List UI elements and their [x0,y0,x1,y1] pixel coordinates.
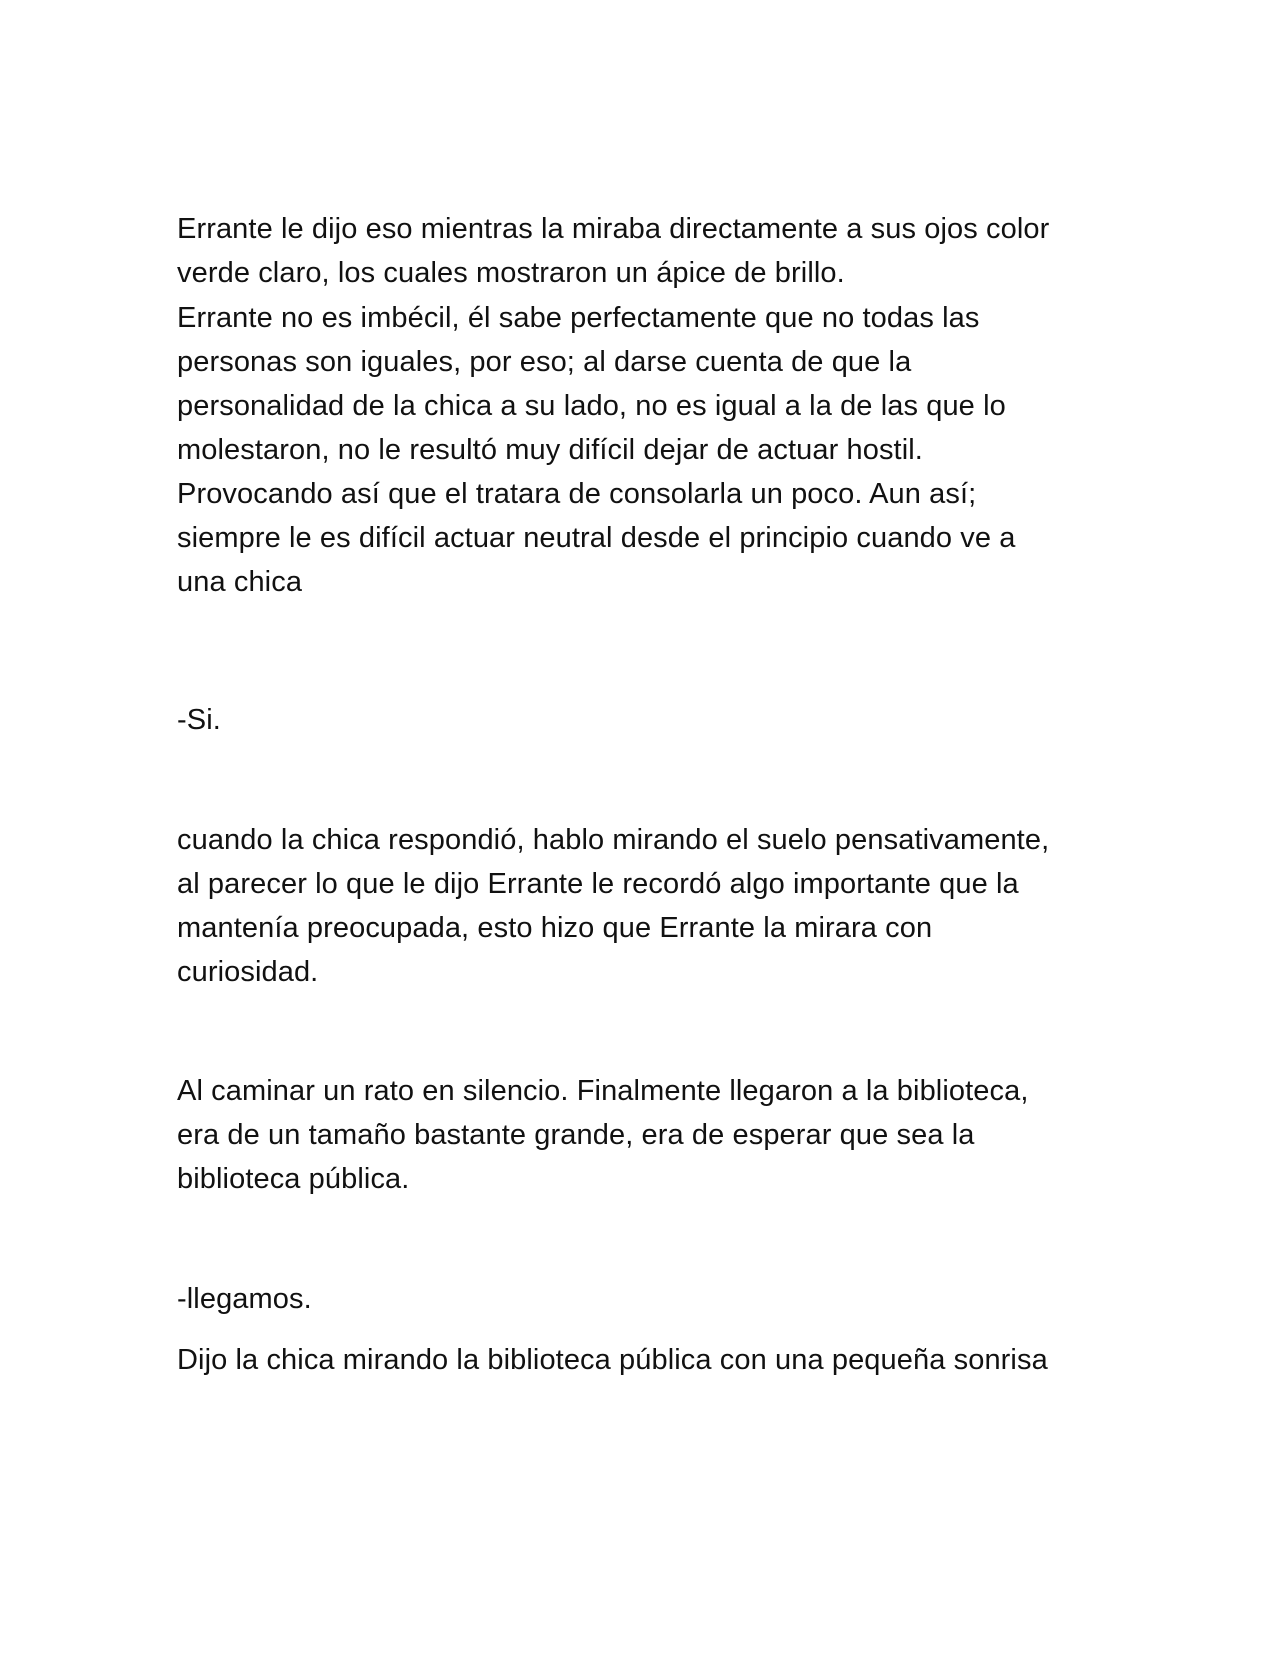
paragraph [177,1069,1117,1201]
text-line: siempre le es difícil actuar neutral desde el principio cuando ve a [177,522,1016,554]
text-line: curiosidad. [177,956,319,988]
text-line: verde claro, los cuales mostraron un ápice de brillo. [177,257,845,289]
paragraph [177,296,1117,604]
paragraph [177,207,1117,295]
text-line: personas son iguales, por eso; al darse cuenta de que la [177,346,912,378]
text-line: Al caminar un rato en silencio. Finalmente llegaron a la biblioteca, [177,1075,1029,1107]
text-line: molestaron, no le resultó muy difícil dejar de actuar hostil. [177,434,923,466]
text-line: personalidad de la chica a su lado, no es igual a la de las que lo [177,390,1006,422]
text-line: Errante no es imbécil, él sabe perfectamente que no todas las [177,302,980,334]
text-line: era de un tamaño bastante grande, era de esperar que sea la [177,1119,975,1151]
text-line: Dijo la chica mirando la biblioteca pública con una pequeña sonrisa [177,1344,1048,1376]
text-line: biblioteca pública. [177,1163,410,1195]
text-line: una chica [177,566,303,598]
text-line: Errante le dijo eso mientras la miraba directamente a sus ojos color [177,213,1050,245]
paragraph [177,818,1117,994]
text-line: -llegamos. [177,1283,312,1315]
paragraph [177,1338,1117,1382]
text-line: Provocando así que el tratara de consolarla un poco. Aun así; [177,478,977,510]
paragraph [177,698,1117,742]
text-line: al parecer lo que le dijo Errante le recordó algo importante que la [177,868,1019,900]
text-line: -Si. [177,704,221,736]
text-line: mantenía preocupada, esto hizo que Errante la mirara con [177,912,933,944]
text-line: cuando la chica respondió, hablo mirando el suelo pensativamente, [177,824,1050,856]
paragraph [177,1277,1117,1321]
